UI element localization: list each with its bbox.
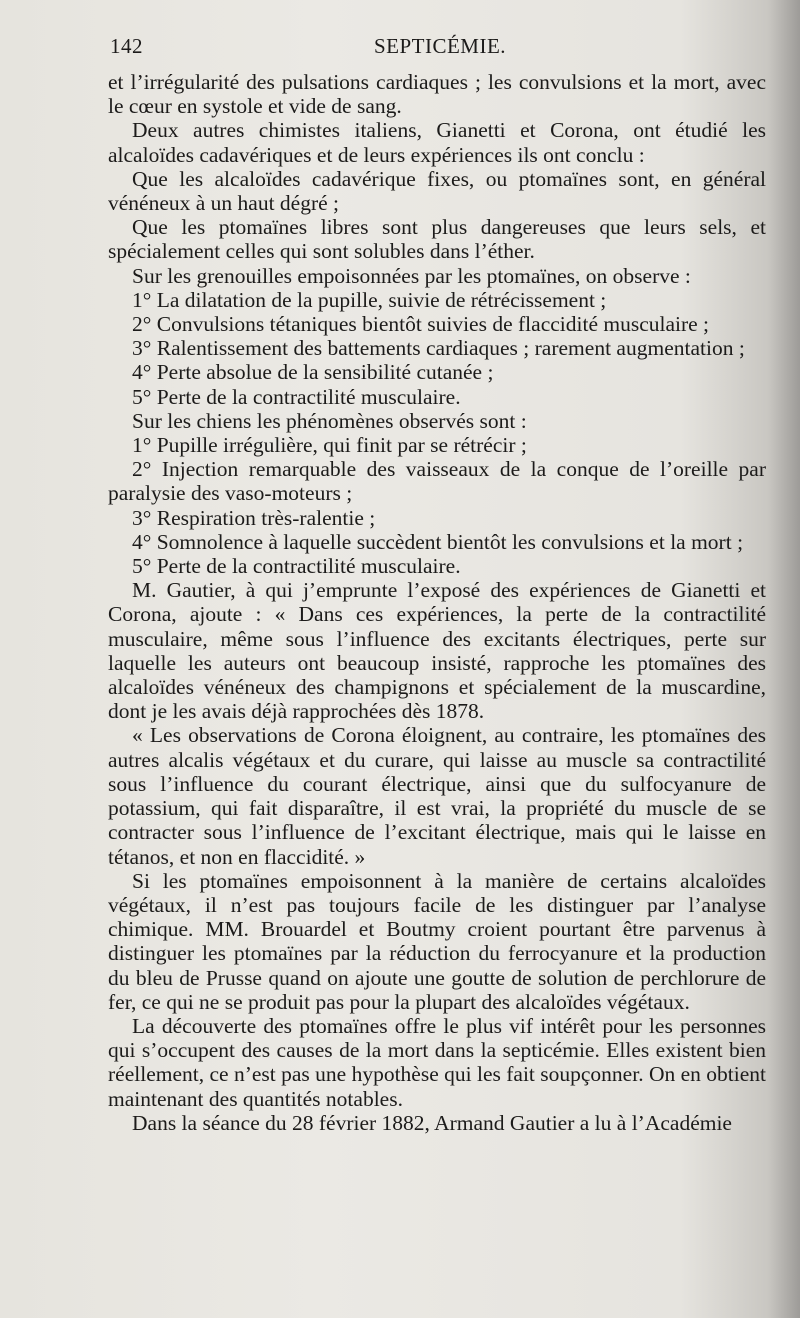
list-item: 2° Injection remarquable des vaisseaux de la conque de l’oreille par paralysie des vaso-moteurs ;: [108, 457, 766, 506]
paragraph: Sur les chiens les phénomènes observés sont :: [132, 408, 527, 433]
paragraph: M. Gautier, à qui j’emprunte l’exposé des expériences de Gianetti et Corona, ajoute : « Dans ces expériences, la perte de la contractilité musculaire, même sous l’influence des excitants électriques, perte sur laquelle les auteurs ont beaucoup insisté, rapproche les ptomaïnes des alcaloïdes vénéneux des champignons et spécialement de la muscardine, dont je les avais déjà rapprochées dès 1878.: [108, 578, 766, 724]
list-item: 5° Perte de la contractilité musculaire.: [132, 384, 461, 409]
list-item: 4° Perte absolue de la sensibilité cutanée ;: [132, 360, 494, 385]
paragraph: Que les alcaloïdes cadavérique fixes, ou ptomaïnes sont, en général vénéneux à un haut dégré ;: [108, 166, 766, 216]
running-title: SEPTICÉMIE.: [373, 34, 507, 58]
list-item: 3° Ralentissement des battements cardiaques ; rarement augmentation ;: [132, 336, 745, 361]
list-item: 5° Perte de la contractilité musculaire.: [132, 554, 461, 579]
paragraph: « Les observations de Corona éloignent, au contraire, les ptomaïnes des autres alcalis végétaux et du curare, qui laisse au muscle sa contractilité sous l’influence du courant électrique, ainsi que du sulfocyanure de potassium, qui fait disparaître, il est vrai, la propriété du muscle de se contracter sous l’influence de l’excitant électrique, mais qui le laisse en tétanos, et non en flaccidité. »: [108, 723, 766, 869]
paragraph: Dans la séance du 28 février 1882, Armand Gautier a lu à l’Académie: [132, 1110, 732, 1135]
paragraph: La découverte des ptomaïnes offre le plus vif intérêt pour les personnes qui s’occupent des causes de la mort dans la septicémie. Elles existent bien réellement, ce n’est pas une hypothèse qui les fait soupçonner. On en obtient maintenant des quantités notables.: [108, 1013, 766, 1111]
paragraph: Sur les grenouilles empoisonnées par les ptomaïnes, on observe :: [132, 263, 691, 288]
list-item: 2° Convulsions tétaniques bientôt suivies de flaccidité musculaire ;: [132, 312, 710, 337]
list-item: 1° La dilatation de la pupille, suivie de rétrécissement ;: [132, 287, 607, 312]
list-item: 4° Somnolence à laquelle succèdent bientôt les convulsions et la mort ;: [132, 529, 744, 554]
body-text: [108, 70, 766, 1135]
page-number: 142: [110, 34, 143, 58]
list-item: 3° Respiration très-ralentie ;: [132, 505, 376, 530]
paragraph: Que les ptomaïnes libres sont plus dangereuses que leurs sels, et spécialement celles qui sont solubles dans l’éther.: [108, 215, 766, 264]
paragraph: et l’irrégularité des pulsations cardiaques ; les convulsions et la mort, avec le cœur en systole et vide de sang.: [108, 70, 766, 119]
paragraph: Si les ptomaïnes empoisonnent à la manière de certains alcaloïdes végétaux, il n’est pas toujours facile de les distinguer par l’analyse chimique. MM. Brouardel et Boutmy croient pourtant être parvenus à distinguer les ptomaïnes par la réduction du ferrocyanure et la production du bleu de Prusse quand on ajoute une goutte de solution de perchlorure de fer, ce qui ne se produit pas pour la plupart des alcaloïdes végétaux.: [108, 868, 766, 1014]
paragraph: Deux autres chimistes italiens, Gianetti et Corona, ont étudié les alcaloïdes cadavériques et de leurs expériences ils ont conclu :: [108, 118, 766, 167]
page-header: [110, 34, 770, 62]
list-item: 1° Pupille irrégulière, qui finit par se rétrécir ;: [132, 433, 527, 458]
